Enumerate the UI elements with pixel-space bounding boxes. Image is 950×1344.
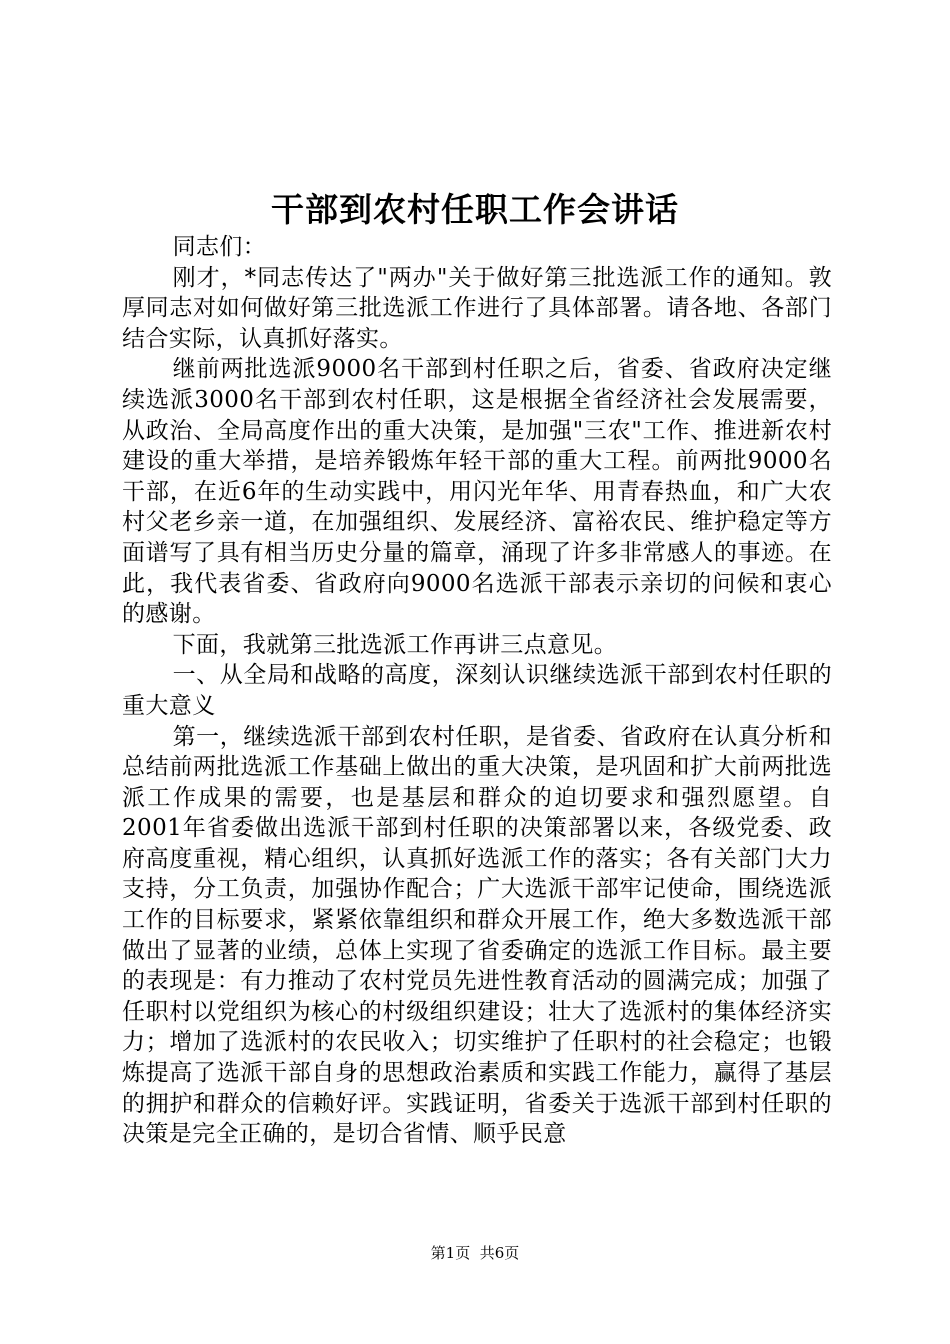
page-number: 第1页 <box>430 1244 471 1262</box>
document-body <box>122 232 832 1150</box>
salutation: 同志们： <box>172 234 267 260</box>
paragraph: 第一，继续选派干部到农村任职，是省委、省政府在认真分析和总结前两批选派工作基础上做出的重大决策，是巩固和扩大前两批选派工作成果的需要，也是基层和群众的迫切要求和强烈愿望。自2001年省委做出选派干部到村任职的决策部署以来，各级党委、政府高度重视，精心组织，认真抓好选派工作的落实；各有关部门大力支持，分工负责，加强协作配合；广大选派干部牢记使命，围绕选派工作的目标要求，紧紧依靠组织和群众开展工作，绝大多数选派干部做出了显著的业绩，总体上实现了省委确定的选派工作目标。最主要的表现是：有力推动了农村党员先进性教育活动的圆满完成；加强了任职村以党组织为核心的村级组织建设；壮大了选派村的集体经济实力；增加了选派村的农民收入；切实维护了任职村的社会稳定；也锻炼提高了选派干部自身的思想政治素质和实践工作能力，赢得了基层的拥护和群众的信赖好评。实践证明，省委关于选派干部到村任职的决策是完全正确的，是切合省情、顺乎民意 <box>122 723 832 1148</box>
paragraph: 刚才，*同志传达了"两办"关于做好第三批选派工作的通知。敦厚同志对如何做好第三批选派工作进行了具体部署。请各地、各部门结合实际，认真抓好落实。 <box>122 264 832 352</box>
section-heading: 一、从全局和战略的高度，深刻认识继续选派干部到农村任职的重大意义 <box>122 662 832 719</box>
page-total: 共6页 <box>479 1244 520 1262</box>
page-footer <box>0 1242 950 1264</box>
paragraph: 继前两批选派9000名干部到村任职之后，省委、省政府决定继续选派3000名干部到农村任职，这是根据全省经济社会发展需要，从政治、全局高度作出的重大决策，是加强"三农"工作、推进新农村建设的重大举措，是培养锻炼年轻干部的重大工程。前两批9000名干部，在近6年的生动实践中，用闪光年华、用青春热血，和广大农村父老乡亲一道，在加强组织、发展经济、富裕农民、维护稳定等方面谱写了具有相当历史分量的篇章，涌现了许多非常感人的事迹。在此，我代表省委、省政府向9000名选派干部表示亲切的问候和衷心的感谢。 <box>122 356 832 628</box>
paragraph: 下面，我就第三批选派工作再讲三点意见。 <box>172 631 618 658</box>
document-title: 干部到农村任职工作会讲话 <box>271 190 679 229</box>
